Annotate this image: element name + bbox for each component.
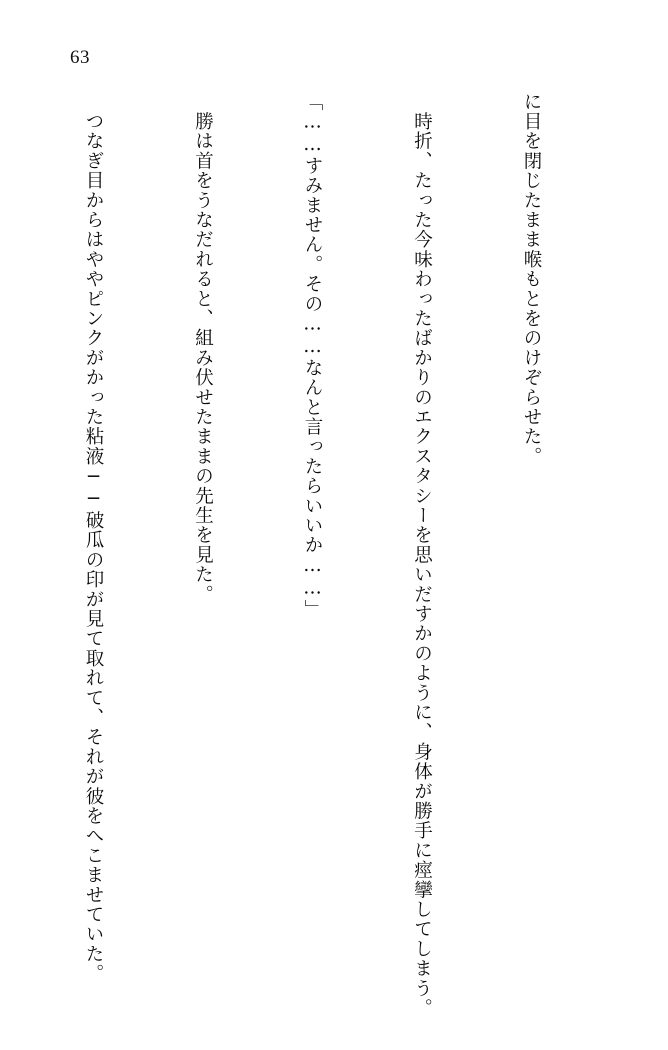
paragraph: 勝は首をうなだれると、組み伏せたままの先生を見た。 — [192, 92, 214, 605]
page-body-text — [44, 92, 622, 1020]
paragraph: つなぎ目からはややピンクがかった粘液──破瓜の印が見て取れて、それが彼をへこませていた。 — [83, 92, 104, 984]
paragraph: に目を閉じたまま喉もとをのけぞらせた。 — [521, 92, 542, 467]
paragraph: 「……すみません。その……なんと言ったらいいか……」 — [302, 92, 323, 620]
paragraph: 時折、たった今味わったばかりのエクスタシーを思いだすかのように、身体が勝手に痙攣してしまう。 — [411, 92, 433, 1018]
page-number: 63 — [70, 47, 90, 68]
